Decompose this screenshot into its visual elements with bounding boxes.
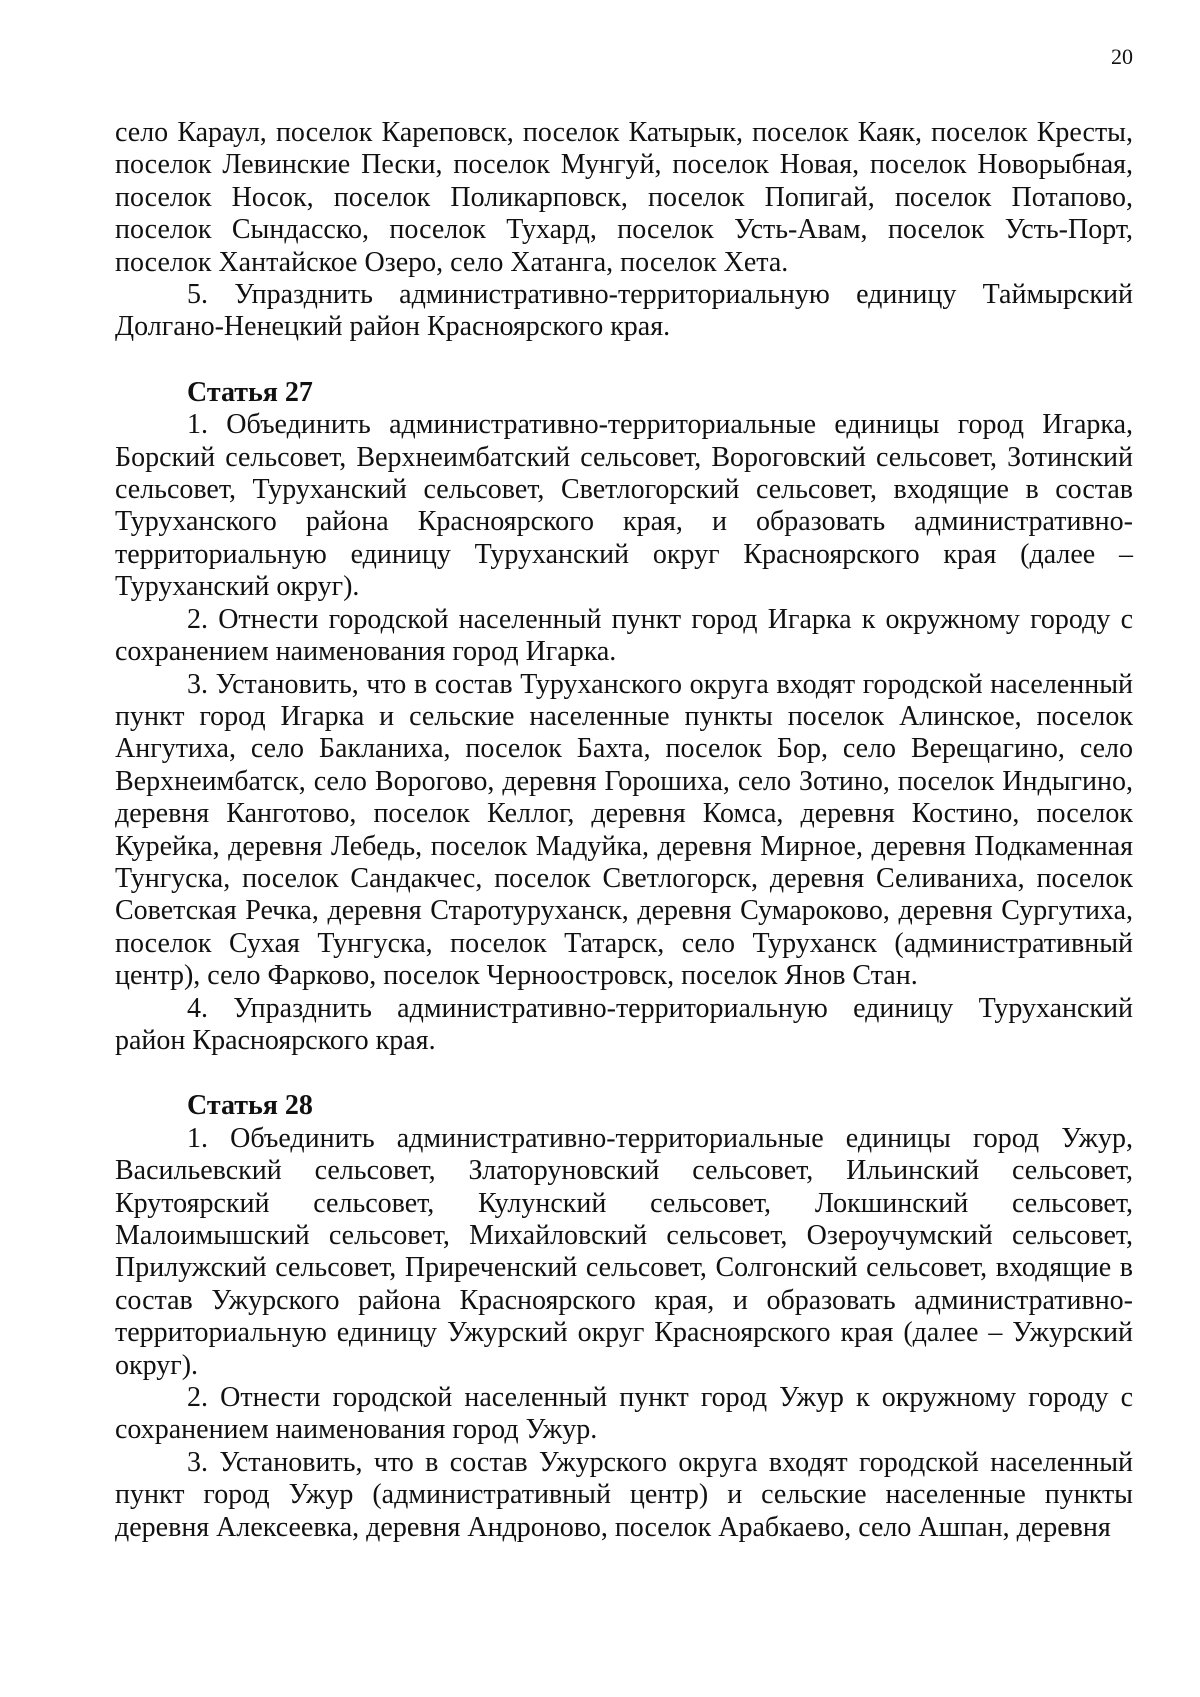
page-number: 20: [1111, 44, 1133, 69]
document-body: [115, 117, 1133, 1544]
paragraph-continuation: село Караул, поселок Кареповск, поселок Катырык, поселок Каяк, поселок Кресты, поселок Левинские Пески, поселок Мунгуй, поселок Новая, поселок Новорыбная, поселок Носок, поселок Поликарповск, поселок Попигай, поселок Потапово, поселок Сындасско, поселок Тухард, поселок Усть-Авам, поселок Усть-Порт, поселок Хантайское Озеро, село Хатанга, поселок Хета.: [115, 117, 1133, 278]
article-28-item-1: 1. Объединить административно-территориальные единицы город Ужур, Васильевский сельсовет, Златоруновский сельсовет, Ильинский сельсовет, Крутоярский сельсовет, Кулунский сельсовет, Локшинский сельсовет, Малоимышский сельсовет, Михайловский сельсовет, Озероучумский сельсовет, Прилужский сельсовет, Приреченский сельсовет, Солгонский сельсовет, входящие в состав Ужурского района Красноярского края, и образовать административно-территориальную единицу Ужурский округ Красноярского края (далее – Ужурский округ).: [115, 1122, 1133, 1381]
article-27-item-3: 3. Установить, что в состав Туруханского округа входят городской населенный пункт город Игарка и сельские населенные пункты поселок Алинское, поселок Ангутиха, село Бакланиха, поселок Бахта, поселок Бор, село Верещагино, село Верхнеимбатск, село Ворогово, деревня Горошиха, село Зотино, поселок Индыгино, деревня Канготово, поселок Келлог, деревня Комса, деревня Костино, поселок Курейка, деревня Лебедь, поселок Мадуйка, деревня Мирное, деревня Подкаменная Тунгуска, поселок Сандакчес, поселок Светлогорск, деревня Селиваниха, поселок Советская Речка, деревня Старотуруханск, деревня Сумароково, деревня Сургутиха, поселок Сухая Тунгуска, поселок Татарск, село Туруханск (административный центр), село Фарково, поселок Черноостровск, поселок Янов Стан.: [115, 668, 1133, 992]
article-28-heading: Статья 28: [187, 1090, 313, 1122]
article-27-item-2: 2. Отнести городской населенный пункт город Игарка к окружному городу с сохранением наименования город Игарка.: [115, 603, 1133, 668]
article-27-item-1: 1. Объединить административно-территориальные единицы город Игарка, Борский сельсовет, Верхнеимбатский сельсовет, Вороговский сельсовет, Зотинский сельсовет, Туруханский сельсовет, Светлогорский сельсовет, входящие в состав Туруханского района Красноярского края, и образовать административно-территориальную единицу Туруханский округ Красноярского края (далее – Туруханский округ).: [115, 409, 1133, 603]
article-27-heading: Статья 27: [187, 376, 313, 408]
article-28-item-2: 2. Отнести городской населенный пункт город Ужур к окружному городу с сохранением наименования город Ужур.: [115, 1382, 1133, 1446]
article-28-item-3: 3. Установить, что в состав Ужурского округа входят городской населенный пункт город Ужур (административный центр) и сельские населенные пункты деревня Алексеевка, деревня Андроново, поселок Арабкаево, село Ашпан, деревня: [115, 1446, 1133, 1543]
section-gap: [115, 344, 1133, 377]
article-27-item-4: 4. Упразднить административно-территориальную единицу Туруханский район Красноярского края.: [115, 992, 1133, 1056]
paragraph-item-5: 5. Упразднить административно-территориальную единицу Таймырский Долгано-Ненецкий район Красноярского края.: [115, 279, 1133, 343]
section-gap: [115, 1057, 1133, 1090]
